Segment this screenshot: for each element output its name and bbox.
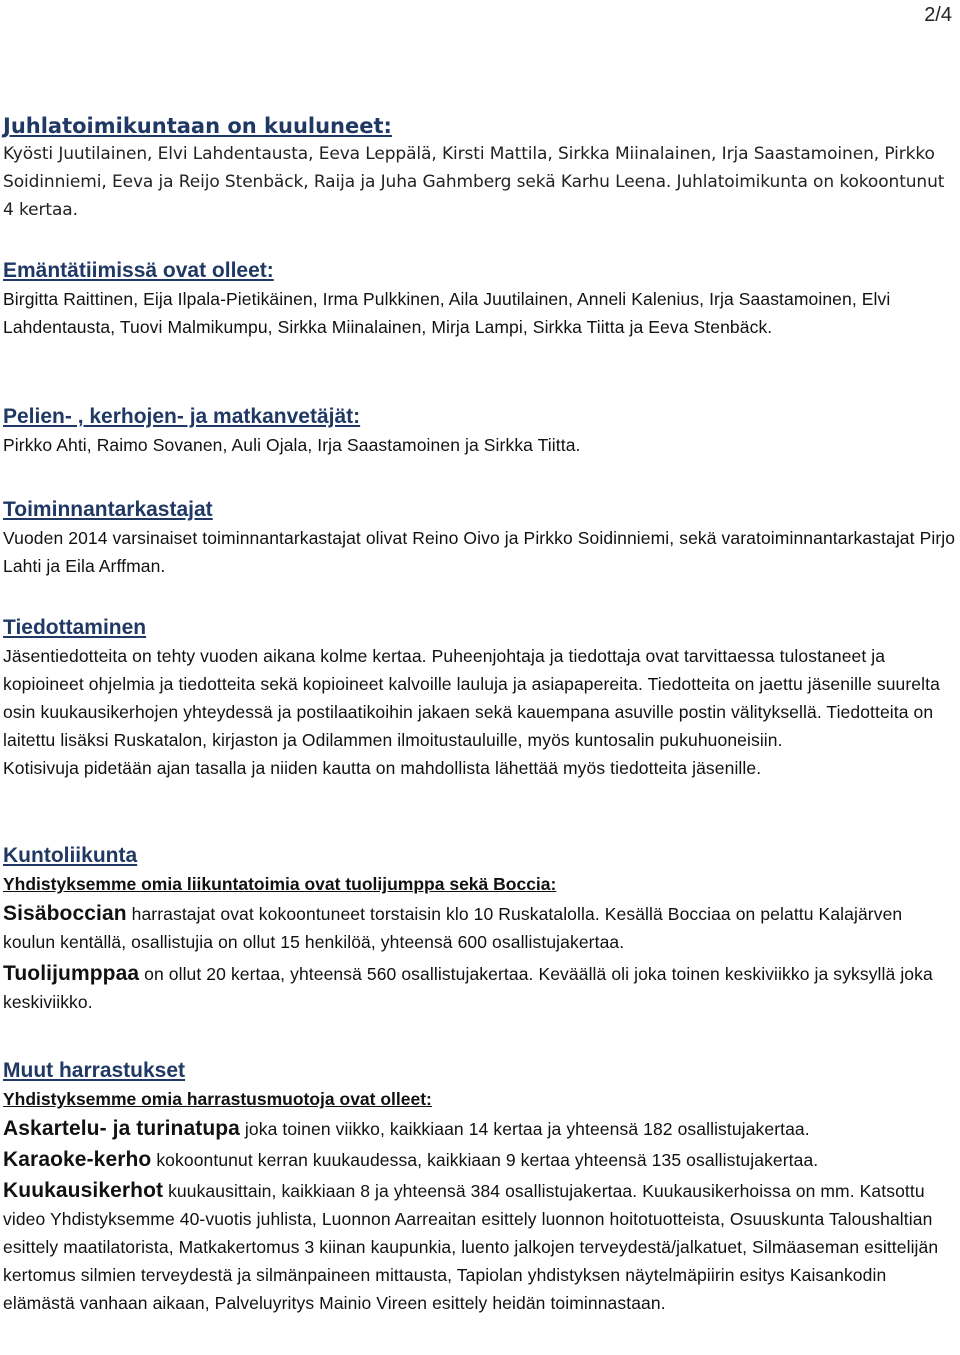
paragraph-boccia [3,900,956,956]
lead-karaoke: Karaoke-kerho [3,1148,152,1171]
section-kuntoliikunta [3,842,956,1016]
text-boccia: harrastajat ovat kokoontuneet torstaisin klo 10 Ruskatalolla. Kesällä Bocciaa on pelattu Kalajärven koulun kentällä, osallistujia on ollut 15 henkilöä, yhteensä 600 osallistujakertaa. [3,904,903,952]
text-tarkastajat: Vuoden 2014 varsinaiset toiminnantarkastajat olivat Reino Oivo ja Pirkko Soidinniemi, sekä varatoiminnantarkastajat Pirjo Lahti ja Eila Arffman. [3,528,956,576]
paragraph-askartelu [3,1115,956,1143]
paragraph-tuolijumppa [3,960,956,1016]
text-vetajat: Pirkko Ahti, Raimo Sovanen, Auli Ojala, Irja Saastamoinen ja Sirkka Tiitta. [3,435,581,455]
section-harrastukset [3,1057,956,1317]
heading-harrastukset: Muut harrastukset [3,1059,186,1082]
section-tiedottaminen [3,614,956,782]
paragraph-karaoke [3,1146,956,1174]
text-tiedottaminen: Jäsentiedotteita on tehty vuoden aikana kolme kertaa. Puheenjohtaja ja tiedottaja ovat tarvittaessa tulostaneet ja kopioineet ohjelmia ja tiedotteita sekä kopioineet kalvoille lauluja ja asiapapereita. Tiedotteita on jaettu jäsenille suurelta osin kuukausikerhojen yhteydessä ja postilaatikoihin jakaen sekä kauempana asuville postin välityksellä. Tiedotteita on laitettu lisäksi Ruskatalon, kirjaston ja Odilammen ilmoitustauluille, myös kuntosalin pukuhuoneisiin. [3,646,940,750]
lead-boccia: Sisäboccian [3,902,127,925]
text-juhlatoimikunta: Kyösti Juutilainen, Elvi Lahdentausta, Eeva Leppälä, Kirsti Mattila, Sirkka Miinalainen, Irja Saastamoinen, Pirkko Soidinniemi, Eeva ja Reijo Stenbäck, Raija ja Juha Gahmberg sekä Karhu Leena. Juhlatoimikunta on kokoontunut 4 kertaa. [3,144,945,220]
section-vetajat [3,403,956,459]
heading-vetajat: Pelien- , kerhojen- ja matkanvetäjät: [3,405,361,428]
text-tuolijumppa: on ollut 20 kertaa, yhteensä 560 osallistujakertaa. Keväällä oli joka toinen keskiviikko ja syksyllä joka keskiviikko. [3,964,933,1012]
lead-kuukausikerhot: Kuukausikerhot [3,1179,164,1202]
text-emantat: Birgitta Raittinen, Eija Ilpala-Pietikäinen, Irma Pulkkinen, Aila Juutilainen, Anneli Kalenius, Irja Saastamoinen, Elvi Lahdentausta, Tuovi Malmikumpu, Sirkka Miinalainen, Mirja Lampi, Sirkka Tiitta ja Eeva Stenbäck. [3,289,891,337]
section-juhlatoimikunta [3,112,956,224]
lead-askartelu: Askartelu- ja turinatupa [3,1117,240,1140]
subheading-kuntoliikunta: Yhdistyksemme omia liikuntatoimia ovat tuolijumppa sekä Boccia: [3,874,557,894]
section-emantat [3,257,956,341]
heading-emantat: Emäntätiimissä ovat olleet: [3,259,274,282]
heading-tarkastajat: Toiminnantarkastajat [3,498,213,521]
text-karaoke: kokoontunut kerran kuukaudessa, kaikkiaan 9 kertaa yhteensä 135 osallistujakertaa. [151,1150,819,1170]
heading-kuntoliikunta: Kuntoliikunta [3,844,138,867]
section-tarkastajat [3,496,956,580]
text-kotisivut: Kotisivuja pidetään ajan tasalla ja niiden kautta on mahdollista lähettää myös tiedotteita jäsenille. [3,758,762,778]
lead-tuolijumppa: Tuolijumppaa [3,962,140,985]
text-askartelu: joka toinen viikko, kaikkiaan 14 kertaa ja yhteensä 182 osallistujakertaa. [239,1119,810,1139]
paragraph-kuukausikerhot [3,1177,956,1317]
text-kuukausikerhot: kuukausittain, kaikkiaan 8 ja yhteensä 384 osallistujakertaa. Kuukausikerhoissa on mm. Katsottu video Yhdistyksemme 40-vuotis juhlista, Luonnon Aarreaitan esittely luonnon hoitotuotteista, Osuuskunta Taloushaltian esittely maatilatorista, Matkakertomus 3 kiinan kaupunkia, luento jalkojen terveydestä/jalkatuet, Silmäaseman esittelijän kertomus silmien terveydestä ja silmänpaineen mittausta, Tapiolan yhdistyksen näytelmäpiirin esitys Kaisankodin elämästä vanhaan aikaan, Palveluyritys Mainio Vireen esittely heidän toiminnastaan. [3,1181,939,1313]
subheading-harrastukset: Yhdistyksemme omia harrastusmuotoja ovat olleet: [3,1089,432,1109]
heading-tiedottaminen: Tiedottaminen [3,616,147,639]
heading-juhlatoimikunta: Juhlatoimikuntaan on kuuluneet: [3,114,392,138]
page-number: 2/4 [924,4,952,26]
